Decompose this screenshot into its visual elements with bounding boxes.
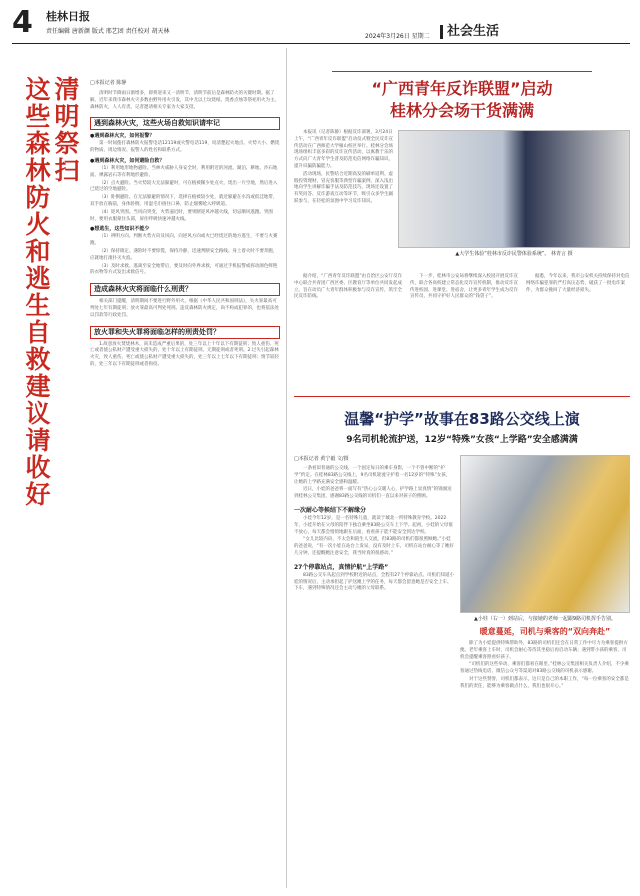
anti-fraud-headline-2: 桂林分会场干货满满 — [389, 101, 534, 120]
anti-fraud-headline-1: “广西青年反诈联盟”启动 — [371, 79, 553, 98]
left-subhead-2: 造成森林火灾将面临什么刑责？ — [90, 283, 280, 296]
school-bus-para-f: 除了为小娃提供特殊帮助外，83路的司机们还会在日常工作中尽力为乘客提供方便。老年乘客上车时，司机会耐心等待其坐稳后再启动车辆；遇到带小孩的乘客，司机会提醒乘客照看好孩子。 — [460, 641, 628, 660]
paper-name: 桂林日报 — [46, 10, 90, 23]
anti-fraud-caption: ▲大学生体验“桂林市反诈民警体验系统”。 林青言 摄 — [455, 251, 573, 257]
headline-part-2: 这些森林防火和逃生自救建议请收好 — [22, 76, 51, 508]
page-header — [0, 0, 640, 48]
school-bus-article — [294, 410, 630, 692]
school-bus-subhead-2: 27个停靠站点，真情护航“上学路” — [294, 563, 389, 571]
left-para-8: （3）及时求救。逃离至安全地带后，要及时向外界求救，可通过手机报警或挥动颜色鲜艳的衣物等方式发出求救信号。 — [90, 263, 278, 276]
anti-fraud-para-e: 据悉，今年以来，我市公安机关持续保持对电信网络诈骗犯罪的严打高压态势，破获了一批电诈案件，为群众挽回了大量经济损失。 — [526, 274, 630, 293]
left-point-3: ●想逃生，这些知识不能少 — [90, 226, 150, 233]
left-intro: 清明时节降雨日渐增多，即将迎来又一清明节，清明节前后是森林防火的关键时期。据了解，近年来我市森林火灾多数由野外用火引发，其中尤以上坟烧纸、烧香点烛等祭祀用火为主。森林防火，人人有责。记者邀请相关专家为大家支招。 — [90, 91, 279, 110]
issue-date: 2024年3月26日 星期二 — [365, 33, 430, 40]
left-para-9: 相关部门提醒，清明期间不要进行野外用火，根据《中华人民共和国刑法》，失火罪最高可判处七年有期徒刑；放火罪最高可判处死刑。违反森林防火规定，尚不构成犯罪的，也将依法处以罚款等行政处罚。 — [90, 299, 279, 318]
headline-part-1: 清明祭扫 — [51, 76, 80, 184]
left-subhead-1: 遇到森林火灾，这些火场自救知识请牢记 — [90, 117, 280, 130]
school-bus-para-c: 小娃今年12岁，是一名特殊儿童，就读于城北一所特殊教育学校。2022年，小娃开始在父母的陪伴下独自乘坐83路公交车上下学。起初，小娃的父母很不放心，每天都会悄悄地跟在后面，看看孩子能不能安全到达学校。 — [294, 515, 453, 535]
editor-credits: 责任编辑 唐新颜 版式 邢艺团 责任校对 胡天林 — [46, 28, 170, 35]
school-bus-caption: ▲小娃（右一）到站后，与接她的老师一起跟9路司机挥手告别。 — [473, 616, 617, 622]
left-para-4: （3）卧倒避险。在无法躲避的情况下，选择在植被较少处，就近躲避在水沟或低洼地带，双手放在胸前，身体卧倒，用湿毛巾捂住口鼻，防止烟雾呛入呼吸道。 — [90, 195, 278, 207]
anti-fraud-kicker — [332, 62, 592, 72]
left-vertical-headline — [24, 76, 78, 596]
section-name: 社会生活 — [440, 25, 499, 39]
anti-fraud-para-b: 活动现场，民警结合近期高发的刷单返利、虚假投资理财、冒充客服等典型诈骗案例，深入浅出地向学生讲解诈骗手法及防范技巧。现场还设置了有奖问答、反诈游戏互动等环节，吸引众多学生踊跃参与，在轻松的氛围中学习反诈知识。 — [294, 171, 393, 204]
school-bus-para-a: 一条看似普通的公交线，一个固定每日的乘车身影，一个不曾中断的“护学”约定。在桂林83路公交线上，9名司机轮流守护着一名12岁的“特殊”女孩，让她的上学路充满安全感和温暖。 — [294, 466, 451, 485]
left-para-10: 1.故意放火焚烧林木，尚未造成严重后果的，处三年以上十年以下有期徒刑；致人重伤、死亡或者使公私财产遭受重大损失的，处十年以上有期徒刑、无期徒刑或者死刑。2.过失引起森林火灾，致人重伤、死亡或使公私财产遭受重大损失的，处三年以上七年以下有期徒刑；情节较轻的，处三年以下有期徒刑或者拘役。 — [90, 341, 279, 367]
left-byline: □本报记者 陈静 — [90, 80, 127, 86]
school-bus-para-h: 对于这些赞誉，司机们都表示，这只是自己的本职工作，“每一位乘客的安全都是我们的责任，能够为乘客做点什么，我们也很开心。” — [460, 676, 629, 689]
left-para-6: （1）辨明方向。判断火势方向及风向，向逆风方向或火已经烧过的地方逃生，不要与火赛跑。 — [90, 234, 278, 247]
anti-fraud-para-a: 本报讯（记者陈静）根据反诈部署，3月24日上午，“广西青年反诈联盟”启动仪式暨全民反诈宣传活动在广西师范大学雁山校区举行。桂林分会场现场组织丰富多彩的反诈宣传活动，以寓教于乐的方式向广大青年学生普及防范电信网络诈骗知识，提升识骗防骗能力。 — [294, 130, 394, 169]
school-bus-subhead-1: 一次耐心等候结下不解缘分 — [294, 506, 367, 514]
school-bus-para-e: 83路公交车从起点到学校附近的站点，全程有27个停靠站点。司机们知道小娃的情况后，主动承担起了护送她上学的任务，每天都会留意她是否安全上车、下车，遇到特殊情况还会主动与她的父母联系。 — [294, 572, 454, 592]
page-number: 4 — [12, 5, 33, 40]
school-bus-photo — [460, 455, 630, 613]
anti-fraud-article — [294, 62, 630, 302]
left-para-1: 第一时间拨打森林防火报警电话12119或火警电话119，说清楚起火地点、火势大小、燃烧的物质、周边情况、报警人的姓名和联系方式。 — [90, 141, 280, 154]
left-para-7: （2）保持镇定。遇险时不要惊慌，保持冷静，迅速判断安全路线。身上着火时不要奔跑，应就地打滚扑灭火焰。 — [90, 248, 278, 261]
school-bus-para-g: “司机们的这些举动，乘客们都看在眼里。”桂林公交集团相关负责人介绍，不少乘客通过热线电话、微信公众号等渠道对83路公交线的司机表示感谢。 — [460, 662, 629, 675]
school-bus-para-b: 近日，小娃的爸爸将一面写有“热心公交暖人心，护学路上显真情”的锦旗送到桂林公交集团，感谢83路公交线的司机们一直以来对孩子的照顾。 — [294, 487, 452, 500]
anti-fraud-photo — [398, 130, 630, 248]
left-article — [90, 80, 280, 370]
left-point-1: ●遇到森林火灾，如何报警？ — [90, 133, 155, 140]
school-bus-subhead: 9名司机轮流护送，12岁“特殊”女孩“上学路”安全感满满 — [346, 435, 578, 445]
anti-fraud-para-c: 据介绍，“广西青年反诈联盟”由自治区公安厅反诈中心联合共青团广西区委、区教育厅等单位共同发起成立，旨在动员广大青年群体积极参与反诈宣传，筑牢全民反诈防线。 — [294, 274, 403, 300]
left-para-2: （1）利用地形地物避险。当林火威胁人身安全时，利用附近的河流、湖泊、耕地、沙石地面、裸露岩石等有利地形避险。 — [90, 165, 278, 178]
school-bus-box-title: 暖意蔓延，司机与乘客的“双向奔赴” — [479, 627, 611, 636]
header-rule — [12, 43, 630, 44]
school-bus-para-d: “女儿比较内向，不太会和陌生人交流，但83路的司机们都很照顾她。”小娃的爸爸说，“有一次小娃在站台上发呆，没有及时上车，司机在站台耐心等了她好几分钟，还提醒她注意安全，我当时真的很感动。” — [294, 537, 454, 556]
column-divider — [286, 48, 287, 888]
school-bus-headline: 温馨“护学”故事在83路公交线上演 — [344, 410, 580, 428]
left-para-5: （4）迎风突围。当风向突变，火势逼近时，要果断迎风冲越火线，切忌顺风逃跑。突围时，要用衣服蒙住头部，屏住呼吸快速冲越火线。 — [90, 209, 273, 222]
school-bus-byline: □本报记者 黄宁毅 文/摄 — [294, 456, 349, 462]
section-rule — [294, 396, 630, 397]
left-para-3: （2）点火避险。当火势较大无法躲避时，可在植被稀少处点火，烧出一片空地，然后进入已烧过的空地避险。 — [90, 180, 278, 193]
left-subhead-3: 放火罪和失火罪将面临怎样的刑责处罚？ — [90, 326, 280, 339]
anti-fraud-para-d: 下一步，桂林市公安局将继续深入校园开展反诈宣传，联合各高校建立常态化反诈宣传机制，推动反诈宣传进校园、进课堂、进宿舍，让更多青年学生成为反诈宣传员，共同守护好人民群众的“钱袋子”。 — [410, 274, 518, 300]
left-point-2: ●遇到森林火灾，如何避险自救？ — [90, 157, 165, 164]
